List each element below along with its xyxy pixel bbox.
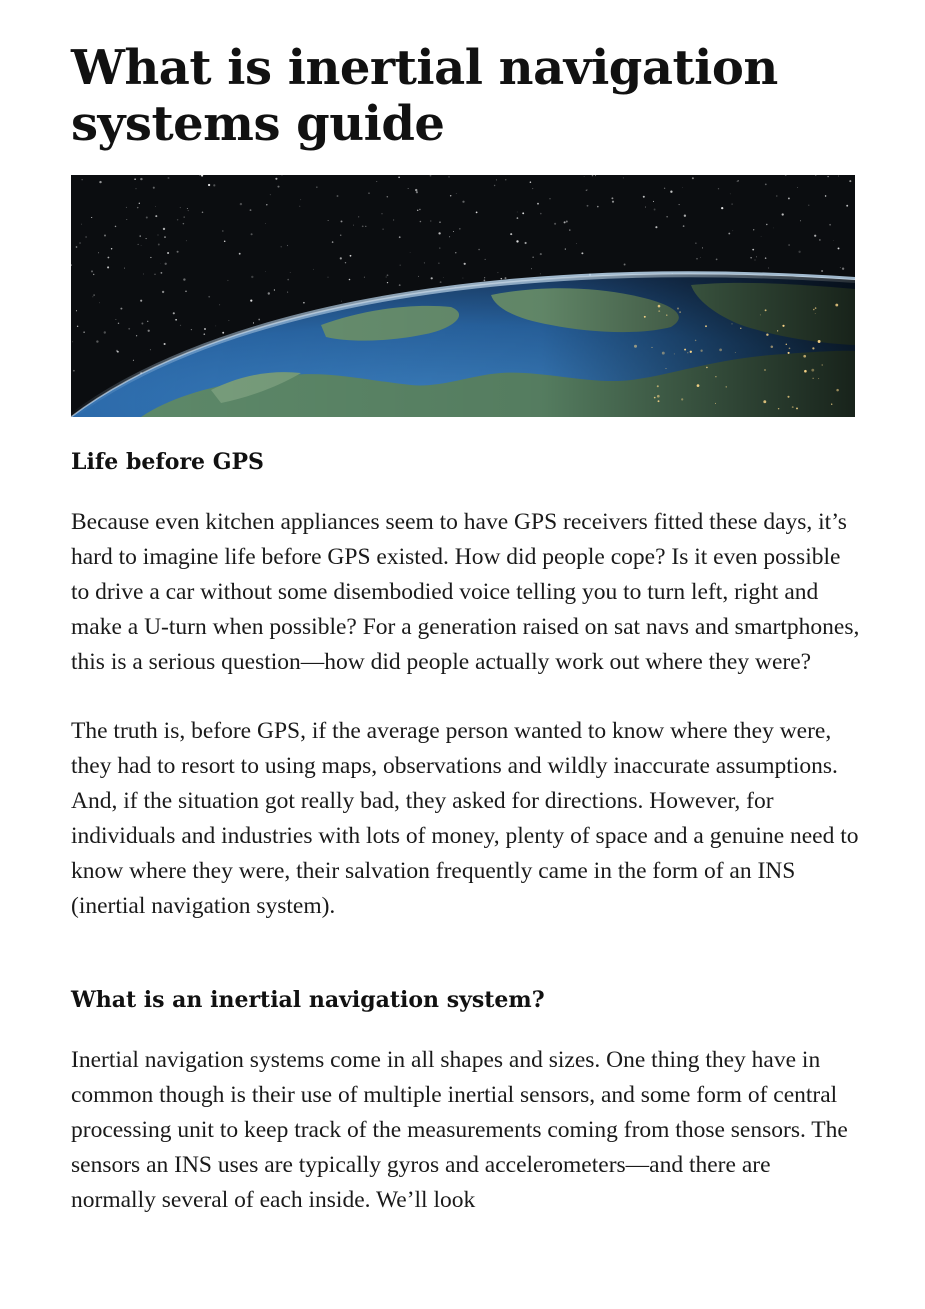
paragraph: The truth is, before GPS, if the average person wanted to know where they were, they had to resort to using maps, observations and wildly inaccurate assumptions. And, if the situation got really bad, they asked for directions. However, for individuals and industries with lots of money, plenty of space and a genuine need to know where they were, their salvation frequently came in the form of an INS (inertial navigation system). [71, 718, 859, 919]
article-title: What is inertial navigation systems guide [71, 40, 778, 152]
section-heading-what-is-ins: What is an inertial navigation system? [71, 987, 545, 1013]
paragraph: Because even kitchen appliances seem to have GPS receivers fitted these days, it’s hard to imagine life before GPS existed. How did people cope? Is it even possible to drive a car without some disembodied voice telling you to turn left, right and make a U-turn when possible? For a generation raised on sat navs and smartphones, this is a serious question—how did people actually work out where they were? [71, 509, 860, 675]
hero-image [71, 175, 855, 417]
paragraph: Inertial navigation systems come in all shapes and sizes. One thing they have in common though is their use of multiple inertial sensors, and some form of central processing unit to keep track of the measurements coming from those sensors. The sensors an INS uses are typically gyros and accelerometers—and there are normally several of each inside. We’ll look [71, 1047, 848, 1213]
section-heading-life-before-gps: Life before GPS [71, 449, 264, 475]
